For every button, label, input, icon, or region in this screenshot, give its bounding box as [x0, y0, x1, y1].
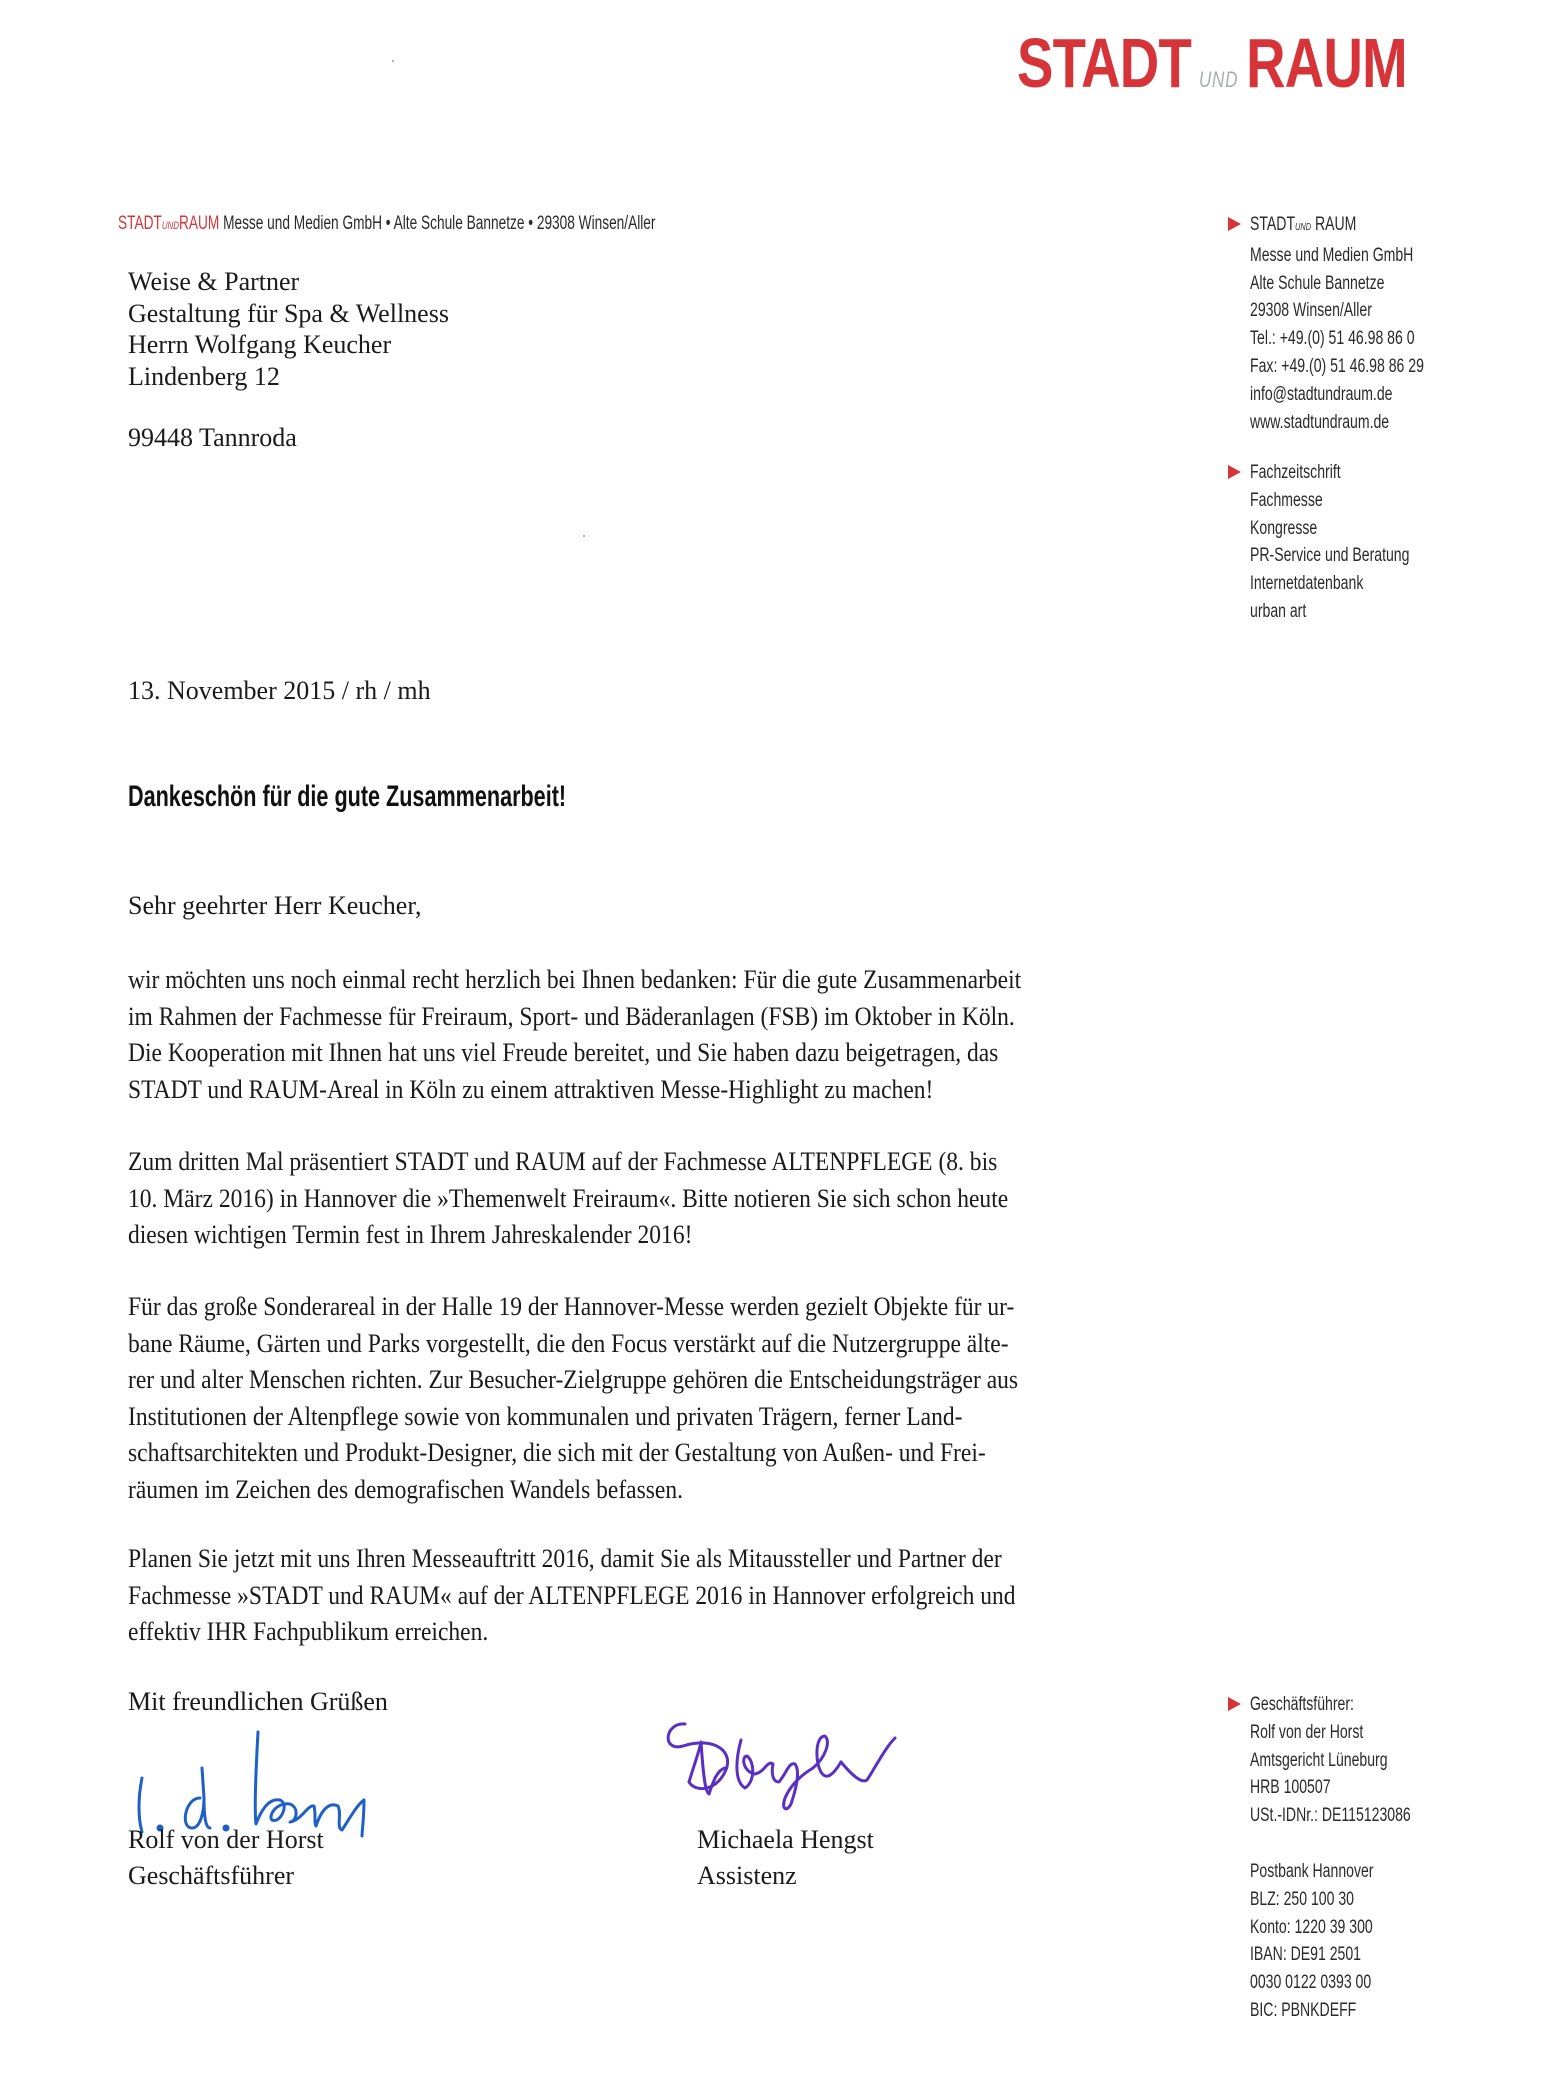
paragraph-3: [128, 1289, 1188, 1508]
recipient-line: Weise & Partner: [128, 267, 300, 296]
date-reference: 13. November 2015 / rh / mh: [128, 676, 431, 705]
recipient-line: Gestaltung für Spa & Wellness: [128, 298, 449, 328]
service-item: Fachmesse: [1250, 489, 1323, 511]
scan-speck: [392, 60, 394, 62]
sender-brand-stadt: STADT: [118, 213, 162, 234]
recipient-address: [128, 266, 449, 454]
sender-brand-raum: RAUM: [178, 213, 220, 234]
body-line: Institutionen der Altenpflege sowie von kommunalen und privaten Trägern, ferner Land-: [128, 1401, 963, 1431]
paragraph-4: [128, 1541, 1188, 1651]
service-item: urban art: [1250, 600, 1307, 622]
sidebar-legal: [1228, 1691, 1467, 1830]
body-line: räumen im Zeichen des demografischen Wandels befassen.: [128, 1474, 684, 1504]
recipient-line: Lindenberg 12: [128, 361, 280, 391]
bank-line: Postbank Hannover: [1250, 1861, 1374, 1882]
signer-michaela: [697, 1822, 874, 1894]
legal-line: USt.-IDNr.: DE115123086: [1250, 1805, 1411, 1827]
sender-brand-und: UND: [161, 220, 179, 232]
body-line: schaftsarchitekten und Produkt-Designer, die sich mit der Gestaltung von Außen- und Frei-: [128, 1438, 986, 1467]
signature-michaela-hengst: [655, 1712, 935, 1822]
body-line: wir möchten uns noch einmal recht herzlich bei Ihnen bedanken: Für die gute Zusammenarbeit: [128, 965, 1022, 994]
body-line: effektiv IHR Fachpublikum erreichen.: [128, 1617, 489, 1646]
bank-line: BLZ: 250 100 30: [1250, 1888, 1354, 1910]
service-item: Fachzeitschrift: [1250, 462, 1341, 483]
sidebar-brand-raum: RAUM: [1314, 214, 1357, 235]
contact-line: Alte Schule Bannetze: [1250, 272, 1385, 294]
contact-fax: Fax: +49.(0) 51 46.98 86 29: [1250, 355, 1424, 377]
contact-website[interactable]: www.stadtundraum.de: [1250, 411, 1390, 433]
legal-line: Geschäftsführer:: [1250, 1694, 1354, 1715]
triangle-bullet-icon: [1228, 1697, 1241, 1711]
bank-line: BIC: PBNKDEFF: [1250, 1999, 1357, 2021]
sidebar-contact: [1228, 211, 1485, 436]
recipient-line: Herrn Wolfgang Keucher: [128, 330, 392, 359]
company-logo: [1017, 24, 1407, 102]
body-line: bane Räume, Gärten und Parks vorgestellt, die den Focus verstärkt auf die Nutzergruppe älte-: [128, 1328, 1009, 1358]
contact-email[interactable]: info@stadtundraum.de: [1250, 383, 1393, 405]
body-line: Für das große Sonderareal in der Halle 19 der Hannover-Messe werden gezielt Objekte für ur-: [128, 1292, 1015, 1321]
sender-return-address: [118, 213, 655, 235]
sidebar-bank: [1228, 1858, 1417, 2025]
signer-rolf: [128, 1822, 324, 1894]
service-item: PR-Service und Beratung: [1250, 545, 1410, 567]
sidebar-brand: [1250, 211, 1424, 242]
letter-subject: Dankeschön für die gute Zusammenarbeit!: [128, 780, 567, 813]
paragraph-2: [128, 1144, 1188, 1254]
bank-line: IBAN: DE91 2501: [1250, 1944, 1361, 1966]
body-line: Planen Sie jetzt mit uns Ihren Messeauftritt 2016, damit Sie als Mitaussteller und Partner der: [128, 1544, 1002, 1573]
contact-line: Messe und Medien GmbH: [1250, 244, 1414, 266]
contact-line: 29308 Winsen/Aller: [1250, 300, 1372, 322]
service-item: Internetdatenbank: [1250, 573, 1364, 595]
triangle-bullet-icon: [1228, 465, 1241, 479]
body-line: STADT und RAUM-Areal in Köln zu einem attraktiven Messe-Highlight zu machen!: [128, 1074, 934, 1104]
sidebar-brand-stadt: STADT: [1250, 214, 1296, 235]
service-item: Kongresse: [1250, 517, 1318, 539]
contact-phone: Tel.: +49.(0) 51 46.98 86 0: [1250, 328, 1415, 350]
legal-line: Amtsgericht Lüneburg: [1250, 1749, 1388, 1771]
body-line: 10. März 2016) in Hannover die »Themenwelt Freiraum«. Bitte notieren Sie sich schon heute: [128, 1183, 1009, 1213]
signer-name: Rolf von der Horst: [128, 1825, 324, 1854]
closing-phrase: Mit freundlichen Grüßen: [128, 1687, 388, 1716]
logo-connector-und: UND: [1198, 67, 1239, 92]
salutation: Sehr geehrter Herr Keucher,: [128, 891, 422, 920]
body-line: Zum dritten Mal präsentiert STADT und RAUM auf der Fachmesse ALTENPFLEGE (8. bis: [128, 1147, 998, 1176]
body-line: Die Kooperation mit Ihnen hat uns viel Freude bereitet, und Sie haben dazu beigetragen, das: [128, 1038, 999, 1067]
logo-word-stadt: STADT: [1017, 24, 1192, 102]
signer-title: Geschäftsführer: [128, 1861, 295, 1890]
scan-speck: [583, 535, 585, 537]
sidebar-services: [1228, 459, 1465, 626]
body-line: diesen wichtigen Termin fest in Ihrem Jahreskalender 2016!: [128, 1220, 693, 1249]
body-line: rer und alter Menschen richten. Zur Besucher-Zielgruppe gehören die Entscheidungsträger aus: [128, 1365, 1019, 1394]
body-line: Fachmesse »STADT und RAUM« auf der ALTENPFLEGE 2016 in Hannover erfolgreich und: [128, 1580, 1016, 1610]
triangle-bullet-icon: [1228, 217, 1241, 231]
legal-line: HRB 100507: [1250, 1777, 1331, 1799]
paragraph-1: [128, 962, 1188, 1108]
sender-address-text: Messe und Medien GmbH • Alte Schule Bannetze • 29308 Winsen/Aller: [219, 213, 656, 234]
sidebar-brand-und: UND: [1295, 222, 1312, 233]
body-line: im Rahmen der Fachmesse für Freiraum, Sport- und Bäderanlagen (FSB) im Oktober in Köln.: [128, 1001, 1015, 1031]
bank-line: 0030 0122 0393 00: [1250, 1972, 1372, 1994]
legal-line: Rolf von der Horst: [1250, 1721, 1364, 1743]
bank-line: Konto: 1220 39 300: [1250, 1916, 1373, 1938]
logo-word-raum: RAUM: [1246, 24, 1407, 102]
signer-name: Michaela Hengst: [697, 1825, 874, 1854]
recipient-city: 99448 Tannroda: [128, 423, 297, 452]
signer-title: Assistenz: [697, 1861, 797, 1890]
